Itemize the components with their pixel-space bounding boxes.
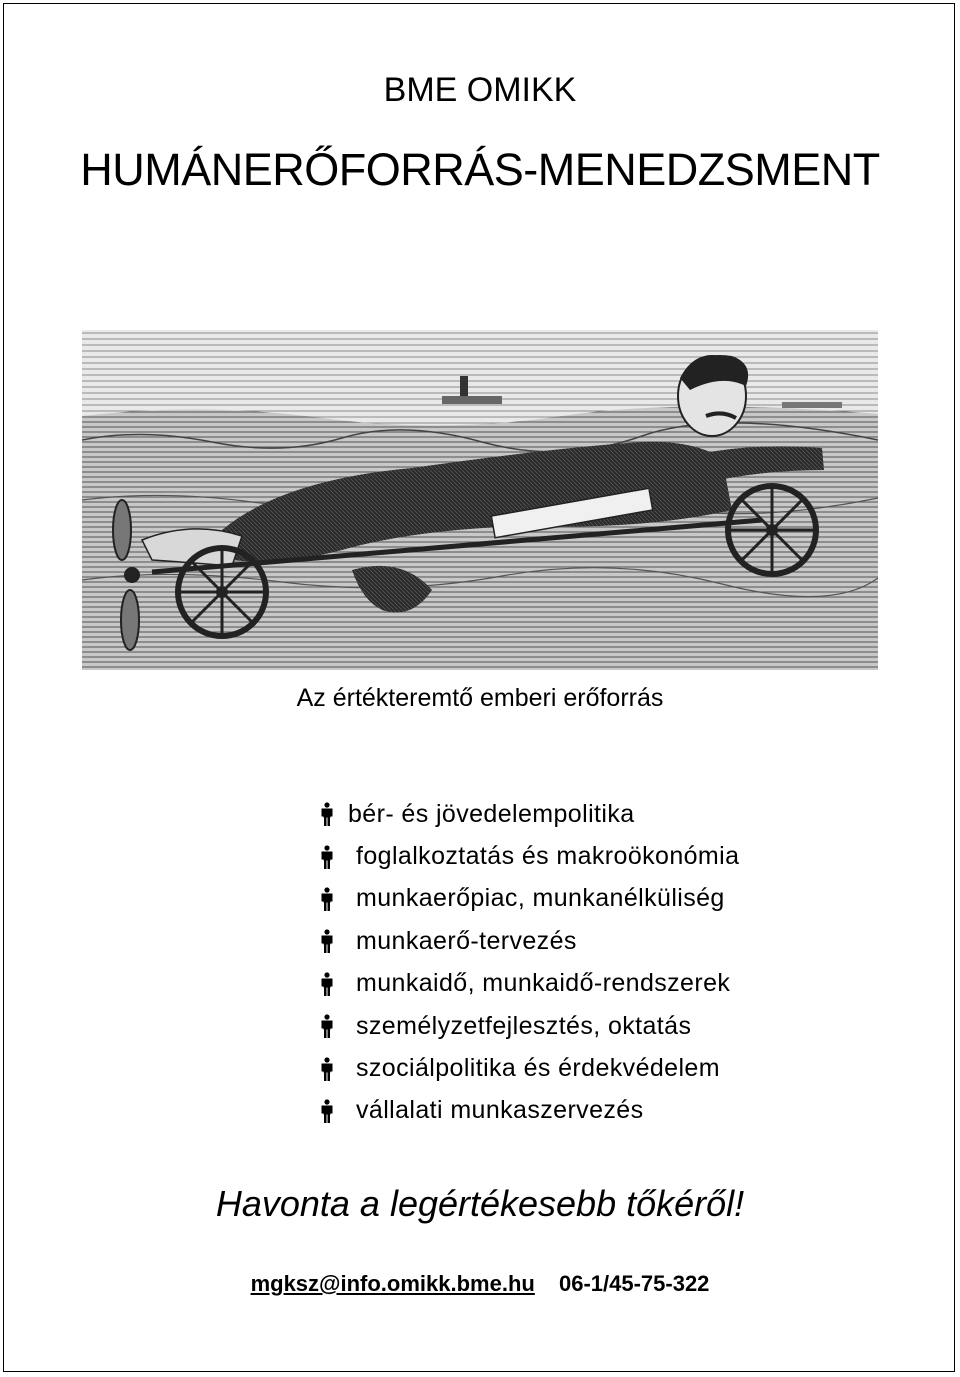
person-icon [320, 1014, 334, 1038]
subtitle: Az értékteremtő emberi erőforrás [296, 684, 664, 712]
topic-label: foglalkoztatás és makroökonómia [356, 842, 740, 871]
list-item [320, 793, 739, 835]
list-item [320, 878, 739, 920]
topic-label: bér- és jövedelempolitika [348, 799, 635, 828]
person-icon [320, 1057, 334, 1081]
slogan: Havonta a legértékesebb tőkéről! [215, 1183, 745, 1224]
topic-label: munkaerőpiac, munkanélküliség [356, 884, 725, 913]
swimmer-illustration [82, 330, 878, 670]
page-title: HUMÁNERŐFORRÁS-MENEDZSMENT [80, 144, 880, 195]
person-icon [320, 1099, 334, 1123]
topic-label: szociálpolitika és érdekvédelem [356, 1054, 720, 1083]
person-icon [320, 802, 334, 826]
list-item [320, 920, 739, 962]
person-icon [320, 929, 334, 953]
topic-label: munkaidő, munkaidő-rendszerek [356, 969, 731, 998]
list-item [320, 1047, 739, 1089]
topic-list [320, 793, 739, 1132]
contact-line [0, 1270, 960, 1298]
phone-number: 06-1/45-75-322 [558, 1271, 710, 1296]
list-item [320, 835, 739, 877]
email-link[interactable]: mgksz@info.omikk.bme.hu [250, 1271, 535, 1296]
list-item [320, 1005, 739, 1047]
person-icon [320, 845, 334, 869]
publisher-name: BME OMIKK [383, 71, 577, 109]
topic-label: személyzetfejlesztés, oktatás [356, 1011, 692, 1040]
person-icon [320, 972, 334, 996]
list-item [320, 963, 739, 1005]
person-icon [320, 887, 334, 911]
list-item [320, 1090, 739, 1132]
topic-label: munkaerő-tervezés [356, 926, 577, 955]
topic-label: vállalati munkaszervezés [356, 1096, 644, 1125]
